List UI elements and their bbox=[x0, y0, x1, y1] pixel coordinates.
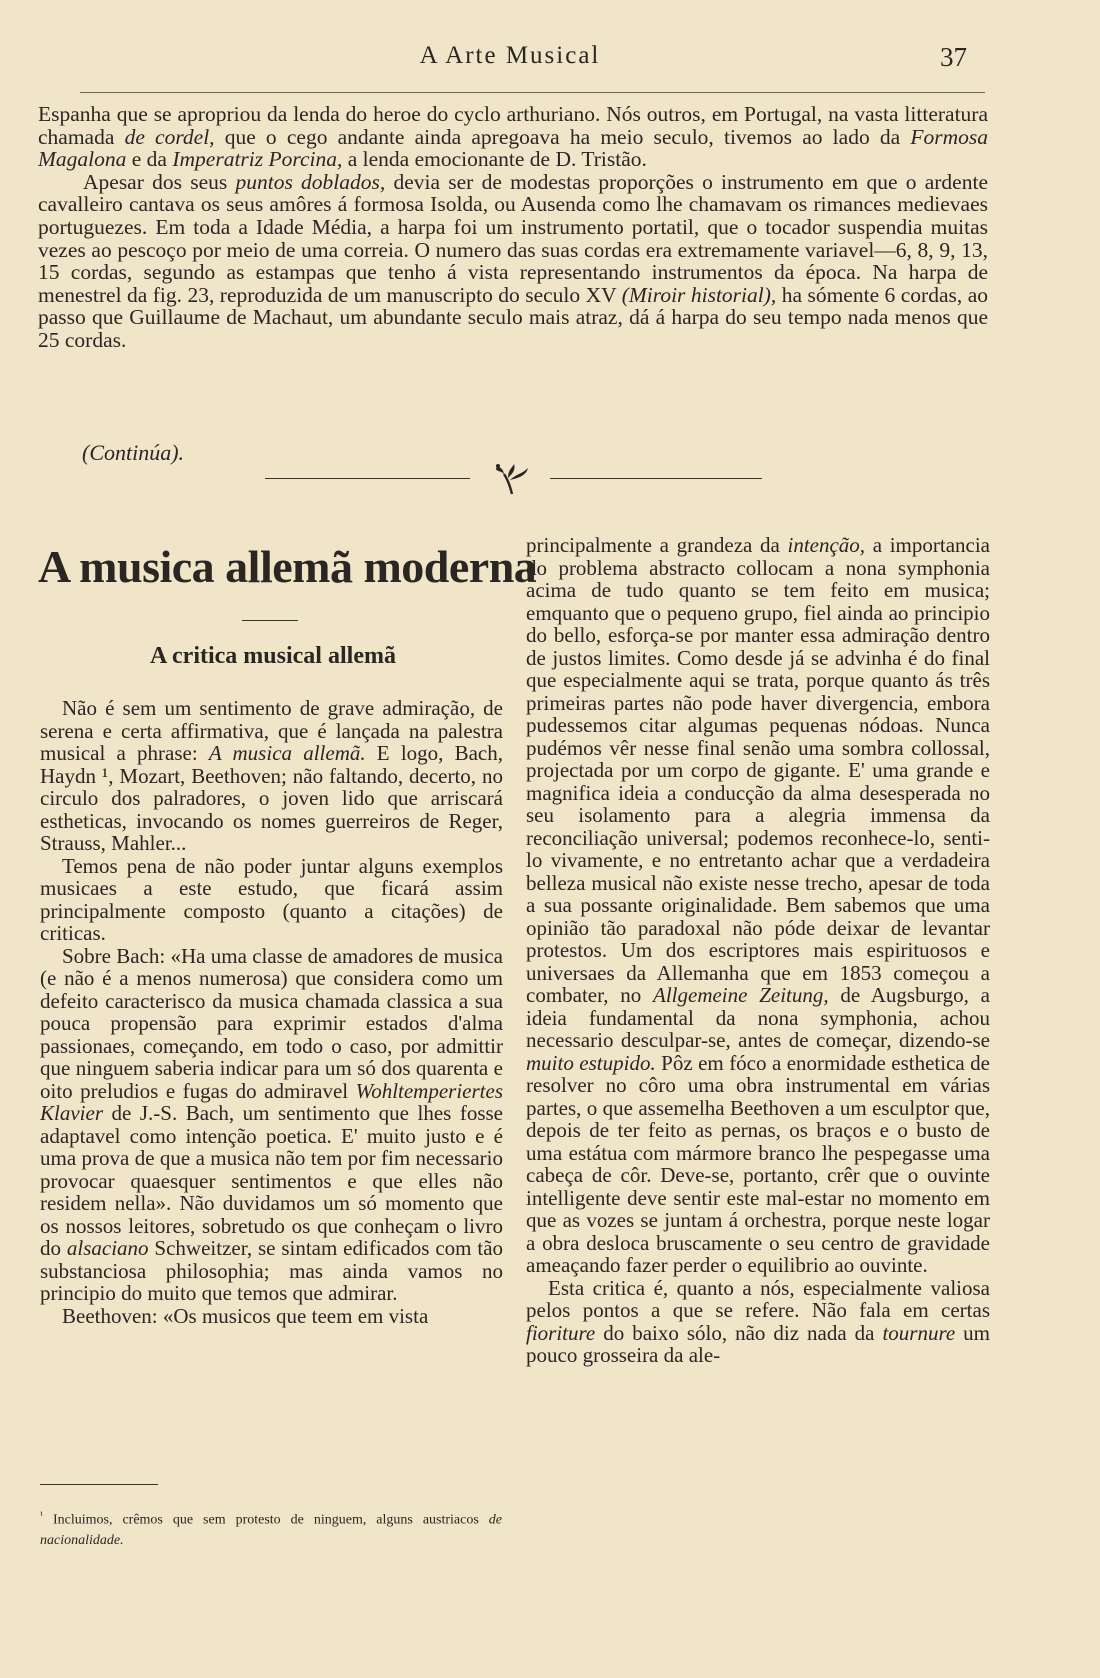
italic-run: tournure bbox=[882, 1320, 956, 1345]
left-column bbox=[40, 697, 503, 1327]
text-run: de Augsburgo, a ideia fundamental da nona symphonia, achou necessario desculpar-se, antes de começar, dizendo-se bbox=[526, 983, 990, 1052]
text-run: Temos pena de não poder juntar alguns exemplos musicaes a este estudo, que ficará assim principalmente composto (quanto a citações) de criticas. bbox=[40, 853, 503, 945]
text-run: de J.-S. Bach, um sentimento que lhes fosse adaptavel como intenção poetica. E' muito justo e é uma prova de que a musica não tem por fim necessario provocar quaesquer sentimentos e que elles não residem nella». Não duvidamos um só momento que os nossos leitores, sobretudo os que conheçam o livro do bbox=[40, 1101, 503, 1260]
paragraph bbox=[40, 697, 503, 855]
paragraph bbox=[38, 103, 988, 171]
footnote-text: Incluimos, crêmos que sem protesto de ninguem, alguns austriacos bbox=[52, 1512, 489, 1528]
text-run: do baixo sólo, não diz nada da bbox=[595, 1320, 883, 1345]
text-run: Sobre Bach: «Ha uma classe de amadores de musica (e não é a menos numerosa) que considera como um defeito caracterisco da musica chamada classica a sua pouca propensão para exprimir estados d'alma passionaes, começando, em todo o caso, por admittir que ninguem saberia indicar para um só dos quarenta e oito preludios e fugas do admiravel bbox=[40, 943, 503, 1103]
text-run: Apesar dos seus bbox=[83, 169, 236, 194]
text-run: ha sómente 6 cordas, ao passo que Guillaume de Machaut, um abundante seculo mais atraz, dá á harpa do seu tempo nada menos que 25 cordas. bbox=[38, 282, 988, 352]
paragraph bbox=[40, 855, 503, 945]
italic-run: (Miroir historial), bbox=[621, 282, 777, 307]
right-column bbox=[526, 534, 990, 1367]
paragraph bbox=[40, 945, 503, 1305]
italic-run: Allgemeine Zeitung, bbox=[653, 983, 829, 1007]
paragraph bbox=[40, 1305, 503, 1328]
text-run: a lenda emocionante de D. Tristão. bbox=[342, 147, 647, 172]
text-run: E logo, Bach, Haydn ¹, Mozart, Beethoven; não faltando, decerto, no circulo dos palradores, o joven lido que arriscará estheticas, invocando os nomes guerreiros de Reger, Strauss, Mahler... bbox=[40, 741, 503, 855]
fleuron-ornament-icon bbox=[490, 458, 534, 498]
paragraph bbox=[526, 1277, 990, 1367]
article-title: A musica allemã moderna bbox=[38, 541, 537, 592]
section-divider-left bbox=[265, 478, 470, 479]
text-run: que o cego andante ainda apregoava ha meio seculo, tivemos ao lado da bbox=[214, 124, 911, 149]
text-run: e da bbox=[126, 147, 173, 172]
italic-run: Wohltemperiertes Klavier bbox=[40, 1078, 503, 1125]
text-run: Beethoven: «Os musicos que teem em vista bbox=[62, 1303, 429, 1328]
text-run: Schweitzer, se sintam edificados com tão substanciosa philosophia; mas ainda vamos no principio do muito que temos que admirar. bbox=[40, 1236, 504, 1305]
text-run: Pôz em fóco a enormidade esthetica de resolver no côro uma obra instrumental em várias partes, o que assemelha Beethoven a um esculptor que, depois de ter feito as pernas, os braços e o busto de uma estátua com mármore branco lhe pespegasse uma cabeça de côr. Deve-se, portanto, crêr que o ouvinte intelligente deve sentir este mal-estar no momento em que as vozes se juntam á orchestra, porque neste logar a obra desloca bruscamente o seu centro de gravidade ameaçando fazer perder o equilibrio ao ouvinte. bbox=[526, 1050, 991, 1277]
running-header-title: A Arte Musical bbox=[419, 42, 601, 69]
text-run: devia ser de modestas proporções o instrumento em que o ardente cavalleiro cantava os seus amôres á formosa Isolda, ou Ausenda como lhe chamavam os rimances medievaes portuguezes. Em toda a Idade Média, a harpa foi um instrumento portatil, que o tocador suspendia muitas vezes ao pescoço por meio de uma correia. O numero das suas cordas era extremamente variavel—6, 8, 9, 13, 15 cordas, segundo as estampas que tenho á vista representando instrumentos da época. Na harpa de menestrel da fig. 23, reproduzida de um manuscripto do seculo XV bbox=[38, 169, 988, 307]
section-divider-right bbox=[550, 478, 762, 479]
text-run: Espanha que se apropriou da lenda do heroe do cyclo arthuriano. Nós outros, em Portugal, na vasta litteratura chamada bbox=[38, 102, 988, 149]
italic-run: de cordel, bbox=[124, 124, 215, 149]
footnote-rule bbox=[40, 1484, 158, 1485]
footnote-italic: de nacionalidade. bbox=[40, 1512, 503, 1548]
italic-run: puntos doblados, bbox=[235, 169, 386, 194]
paragraph bbox=[526, 534, 990, 1277]
page-number: 37 bbox=[940, 42, 967, 72]
text-run: um pouco grosseira da ale- bbox=[526, 1320, 990, 1367]
paragraph bbox=[38, 171, 988, 352]
italic-run: A musica allemã. bbox=[208, 741, 366, 765]
italic-run: alsaciano bbox=[66, 1236, 149, 1260]
italic-run: Imperatriz Porcina, bbox=[172, 147, 343, 172]
italic-run: intenção, bbox=[787, 533, 866, 557]
header-rule bbox=[80, 92, 985, 93]
article-subtitle: A critica musical allemã bbox=[150, 643, 396, 669]
text-run: principalmente a grandeza da bbox=[526, 533, 788, 557]
title-rule bbox=[242, 620, 298, 621]
text-run: Esta critica é, quanto a nós, especialmente valiosa pelos pontos a que se refere. Não fala em certas bbox=[526, 1275, 990, 1322]
footnote-marker: ¹ bbox=[40, 1510, 43, 1521]
italic-run: fioriture bbox=[526, 1320, 596, 1345]
italic-run: muito estupido. bbox=[526, 1050, 656, 1075]
text-run: Não é sem um sentimento de grave admiração, de serena e certa affirmativa, que é lançada na palestra musical a phrase: bbox=[40, 696, 503, 765]
italic-run: Formosa Magalona bbox=[38, 124, 988, 172]
continued-note: (Continúa). bbox=[82, 440, 185, 465]
text-run: a importancia do problema abstracto collocam a nona symphonia acima de tudo quanto se tem feito em musica; emquanto que o pequeno grupo, fiel ainda ao principio do bello, esforça-se por manter essa admiração dentro de justos limites. Como desde já se advinha é do final que especialmente aqui se trata, porque quanto ás três primeiras partes não pode haver divergencia, embora pudessemos citar algumas pequenas nódoas. Nunca pudémos vêr nesse final senão uma sombra collossal, projectada por um corpo de gigante. E' uma grande e magnifica ideia a conducção da alma desesperada no seu isolamento para a alegria immensa da reconciliação universal; podemos reconhece-lo, senti-lo vivamente, e no entretanto achar que a verdadeira belleza musical não existe nesse trecho, apesar de toda a sua possante originalidade. Bem sabemos que uma opinião tão paradoxal não póde deixar de levantar protestos. Um dos escriptores mais espirituosos e universaes da Allemanha que em 1853 começou a combater, no bbox=[526, 533, 990, 1007]
previous-article-text bbox=[38, 103, 988, 352]
footnote bbox=[40, 1506, 502, 1551]
